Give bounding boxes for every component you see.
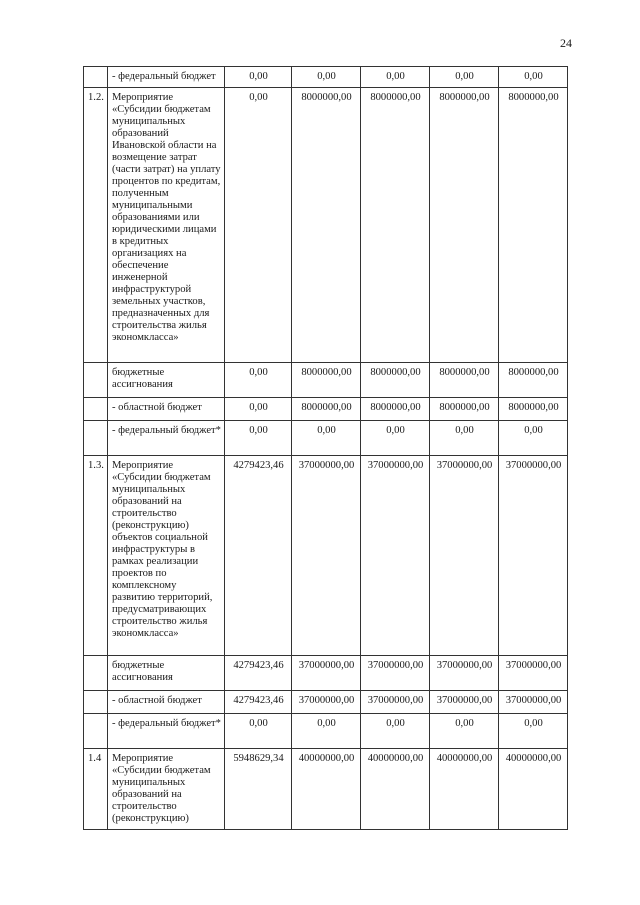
row-name: Мероприятие «Субсидии бюджетам муниципальных образований на строительство (реконструкцию) — [108, 749, 225, 830]
row-name: - федеральный бюджет* — [108, 714, 225, 749]
value-cell: 0,00 — [292, 421, 361, 456]
value-cell: 0,00 — [430, 714, 499, 749]
value-cell: 8000000,00 — [361, 398, 430, 421]
table-row — [84, 691, 568, 714]
row-name: Мероприятие «Субсидии бюджетам муниципальных образований Ивановской области на возмещение затрат (части затрат) на уплату процентов по кредитам, полученным муниципальными образованиями или юридическими лицами в кредитных организациях на обеспечение инженерной инфраструктурой земельных участков, предназначенных для строительства жилья экономкласса» — [108, 88, 225, 363]
page-number: 24 — [560, 36, 572, 50]
value-cell: 37000000,00 — [499, 656, 568, 691]
value-cell: 0,00 — [499, 421, 568, 456]
value-cell: 8000000,00 — [499, 88, 568, 363]
row-index — [84, 363, 108, 398]
value-cell: 0,00 — [225, 421, 292, 456]
table-row — [84, 67, 568, 88]
value-cell: 4279423,46 — [225, 691, 292, 714]
row-index — [84, 691, 108, 714]
value-cell: 0,00 — [430, 421, 499, 456]
row-name: Мероприятие «Субсидии бюджетам муниципальных образований на строительство (реконструкцию) объектов социальной инфраструктуры в рамках реализации проектов по комплексному развитию территорий, предусматривающих строительство жилья экономкласса» — [108, 456, 225, 656]
value-cell: 37000000,00 — [430, 656, 499, 691]
value-cell: 0,00 — [361, 421, 430, 456]
row-name: бюджетные ассигнования — [108, 656, 225, 691]
row-name: - областной бюджет — [108, 398, 225, 421]
value-cell: 37000000,00 — [430, 456, 499, 656]
table-row — [84, 363, 568, 398]
value-cell: 40000000,00 — [430, 749, 499, 830]
value-cell: 4279423,46 — [225, 456, 292, 656]
value-cell: 8000000,00 — [430, 398, 499, 421]
table-row — [84, 714, 568, 749]
row-index: 1.3. — [84, 456, 108, 656]
value-cell: 37000000,00 — [292, 456, 361, 656]
value-cell: 8000000,00 — [361, 363, 430, 398]
table-row — [84, 421, 568, 456]
value-cell: 37000000,00 — [292, 656, 361, 691]
row-name: - федеральный бюджет* — [108, 421, 225, 456]
row-index — [84, 398, 108, 421]
value-cell: 0,00 — [361, 714, 430, 749]
value-cell: 5948629,34 — [225, 749, 292, 830]
value-cell: 37000000,00 — [499, 456, 568, 656]
value-cell: 8000000,00 — [499, 363, 568, 398]
value-cell: 37000000,00 — [361, 691, 430, 714]
value-cell: 37000000,00 — [292, 691, 361, 714]
value-cell: 8000000,00 — [499, 398, 568, 421]
value-cell: 37000000,00 — [430, 691, 499, 714]
value-cell: 0,00 — [499, 714, 568, 749]
table-row — [84, 456, 568, 656]
value-cell: 37000000,00 — [361, 656, 430, 691]
value-cell: 0,00 — [430, 67, 499, 88]
value-cell: 0,00 — [361, 67, 430, 88]
value-cell: 8000000,00 — [361, 88, 430, 363]
value-cell: 4279423,46 — [225, 656, 292, 691]
value-cell: 8000000,00 — [430, 363, 499, 398]
value-cell: 0,00 — [225, 714, 292, 749]
row-name: - областной бюджет — [108, 691, 225, 714]
value-cell: 8000000,00 — [292, 363, 361, 398]
value-cell: 0,00 — [225, 363, 292, 398]
value-cell: 40000000,00 — [499, 749, 568, 830]
table-row — [84, 88, 568, 363]
value-cell: 40000000,00 — [292, 749, 361, 830]
row-name: - федеральный бюджет — [108, 67, 225, 88]
row-index — [84, 656, 108, 691]
row-index — [84, 714, 108, 749]
value-cell: 37000000,00 — [499, 691, 568, 714]
value-cell: 8000000,00 — [292, 88, 361, 363]
row-index — [84, 421, 108, 456]
value-cell: 40000000,00 — [361, 749, 430, 830]
row-index — [84, 67, 108, 88]
value-cell: 37000000,00 — [361, 456, 430, 656]
row-name: бюджетные ассигнования — [108, 363, 225, 398]
value-cell: 8000000,00 — [292, 398, 361, 421]
budget-table — [83, 66, 568, 830]
row-index: 1.4 — [84, 749, 108, 830]
value-cell: 0,00 — [292, 714, 361, 749]
value-cell: 0,00 — [292, 67, 361, 88]
table-row — [84, 749, 568, 830]
value-cell: 0,00 — [499, 67, 568, 88]
value-cell: 0,00 — [225, 67, 292, 88]
value-cell: 8000000,00 — [430, 88, 499, 363]
table-row — [84, 656, 568, 691]
row-index: 1.2. — [84, 88, 108, 363]
value-cell: 0,00 — [225, 88, 292, 363]
value-cell: 0,00 — [225, 398, 292, 421]
table-row — [84, 398, 568, 421]
